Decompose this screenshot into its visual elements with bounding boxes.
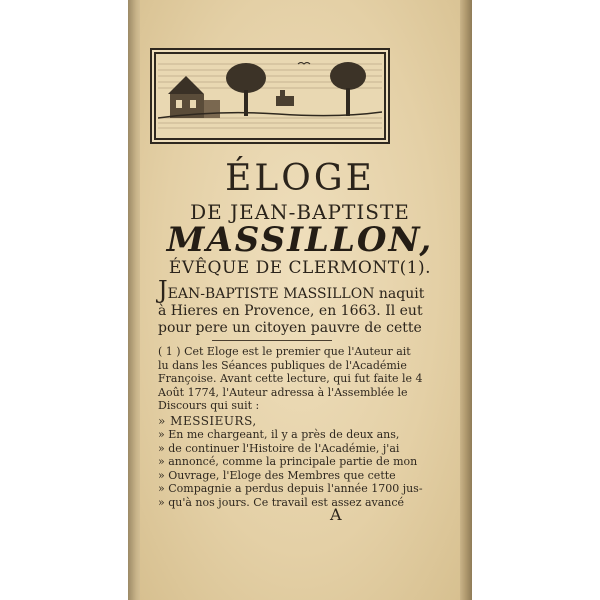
- body-line-1: [158, 276, 438, 304]
- quote-line-5: » Compagnie a perdus depuis l'année 1700 jus-: [158, 482, 423, 495]
- title-massillon: MASSILLON,: [166, 220, 434, 260]
- engraved-vignette: [150, 48, 390, 144]
- title-eloge: ÉLOGE: [225, 158, 375, 199]
- footnote-line-1: ( 1 ) Cet Eloge est le premier que l'Auteur ait: [158, 345, 411, 358]
- footnote: [158, 345, 448, 509]
- title-subject-prefix: DE JEAN-BAPTISTE: [190, 200, 410, 224]
- body-line-3: pour pere un citoyen pauvre de cette: [158, 320, 422, 336]
- footnote-heading: » MESSIEURS,: [158, 413, 257, 428]
- footnote-divider: [212, 340, 332, 341]
- book-page: [140, 0, 460, 600]
- body-paragraph: [158, 276, 438, 337]
- footnote-line-3: Françoise. Avant cette lecture, qui fut faite le 4: [158, 372, 423, 385]
- footnote-line-4: Août 1774, l'Auteur adressa à l'Assemblée le: [158, 385, 408, 399]
- quote-line-3: » annoncé, comme la principale partie de mon: [158, 455, 418, 468]
- title-eveque: ÉVÊQUE DE CLERMONT(1).: [168, 258, 432, 278]
- quote-line-2: » de continuer l'Histoire de l'Académie, j'ai: [158, 441, 400, 455]
- footnote-line-5: Discours qui suit :: [158, 399, 260, 412]
- landscape-engraving-icon: [158, 56, 382, 136]
- quote-line-1: » En me chargeant, il y a près de deux ans,: [158, 428, 400, 441]
- signature-mark: A: [330, 505, 342, 524]
- drop-cap: J: [158, 276, 168, 304]
- quote-line-6: » qu'à nos jours. Ce travail est assez avancé: [158, 495, 405, 509]
- quote-line-4: » Ouvrage, l'Eloge des Membres que cette: [158, 468, 396, 482]
- book-edge-right: [458, 0, 472, 600]
- body-line-2: à Hieres en Provence, en 1663. Il eut: [158, 303, 423, 319]
- footnote-line-2: lu dans les Séances publiques de l'Académie: [158, 358, 407, 372]
- body-line-1-text: EAN-BAPTISTE MASSILLON naquit: [167, 286, 425, 302]
